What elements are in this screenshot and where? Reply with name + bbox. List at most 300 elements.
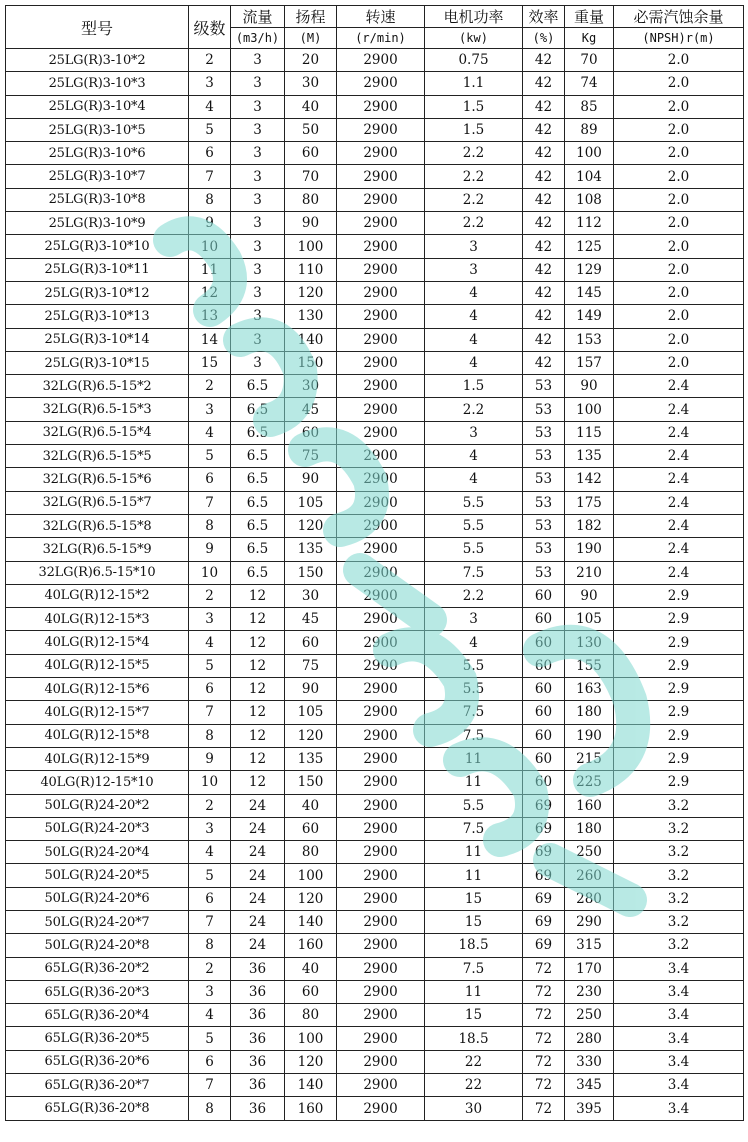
cell-stages: 4	[189, 841, 231, 864]
cell-npsh: 2.0	[614, 72, 744, 95]
cell-weight: 210	[565, 561, 614, 584]
cell-motor-power: 11	[425, 747, 523, 770]
cell-flow: 24	[231, 934, 285, 957]
cell-head: 140	[285, 328, 337, 351]
cell-model: 32LG(R)6.5-15*2	[6, 375, 189, 398]
cell-stages: 7	[189, 910, 231, 933]
cell-flow: 12	[231, 678, 285, 701]
cell-efficiency: 60	[523, 724, 565, 747]
header-stages: 级数	[189, 6, 231, 49]
cell-motor-power: 2.2	[425, 188, 523, 211]
header-row-labels	[6, 6, 744, 28]
cell-speed: 2900	[337, 817, 425, 840]
cell-weight: 90	[565, 584, 614, 607]
cell-model: 65LG(R)36-20*3	[6, 980, 189, 1003]
cell-model: 32LG(R)6.5-15*3	[6, 398, 189, 421]
header-head: 扬程	[285, 6, 337, 28]
cell-motor-power: 7.5	[425, 957, 523, 980]
cell-speed: 2900	[337, 258, 425, 281]
table-row	[6, 1027, 744, 1050]
cell-head: 60	[285, 421, 337, 444]
cell-head: 40	[285, 794, 337, 817]
table-row	[6, 631, 744, 654]
cell-npsh: 2.9	[614, 584, 744, 607]
cell-speed: 2900	[337, 468, 425, 491]
cell-stages: 11	[189, 258, 231, 281]
unit-npsh: (NPSH)r(m)	[614, 28, 744, 49]
cell-head: 120	[285, 281, 337, 304]
cell-efficiency: 42	[523, 258, 565, 281]
cell-motor-power: 15	[425, 887, 523, 910]
cell-npsh: 2.9	[614, 654, 744, 677]
cell-npsh: 2.4	[614, 514, 744, 537]
cell-efficiency: 69	[523, 794, 565, 817]
table-row	[6, 165, 744, 188]
cell-stages: 3	[189, 980, 231, 1003]
cell-efficiency: 69	[523, 817, 565, 840]
cell-speed: 2900	[337, 445, 425, 468]
cell-npsh: 2.0	[614, 49, 744, 72]
cell-weight: 215	[565, 747, 614, 770]
cell-weight: 149	[565, 305, 614, 328]
cell-head: 150	[285, 771, 337, 794]
cell-flow: 12	[231, 747, 285, 770]
unit-speed: (r/min)	[337, 28, 425, 49]
cell-weight: 180	[565, 701, 614, 724]
cell-model: 65LG(R)36-20*7	[6, 1074, 189, 1097]
cell-motor-power: 5.5	[425, 654, 523, 677]
cell-weight: 163	[565, 678, 614, 701]
cell-head: 90	[285, 212, 337, 235]
cell-npsh: 2.0	[614, 281, 744, 304]
cell-model: 40LG(R)12-15*8	[6, 724, 189, 747]
cell-stages: 8	[189, 934, 231, 957]
cell-speed: 2900	[337, 1004, 425, 1027]
cell-motor-power: 3	[425, 258, 523, 281]
table-row	[6, 864, 744, 887]
cell-stages: 6	[189, 468, 231, 491]
table-row	[6, 514, 744, 537]
cell-model: 32LG(R)6.5-15*7	[6, 491, 189, 514]
cell-npsh: 3.2	[614, 887, 744, 910]
cell-flow: 24	[231, 910, 285, 933]
cell-npsh: 2.0	[614, 212, 744, 235]
cell-speed: 2900	[337, 794, 425, 817]
cell-weight: 395	[565, 1097, 614, 1120]
cell-npsh: 2.9	[614, 747, 744, 770]
cell-stages: 2	[189, 375, 231, 398]
cell-head: 60	[285, 980, 337, 1003]
cell-head: 120	[285, 514, 337, 537]
cell-npsh: 2.0	[614, 188, 744, 211]
cell-motor-power: 1.5	[425, 375, 523, 398]
cell-stages: 8	[189, 724, 231, 747]
cell-stages: 5	[189, 864, 231, 887]
cell-stages: 3	[189, 817, 231, 840]
cell-head: 75	[285, 654, 337, 677]
cell-npsh: 2.0	[614, 95, 744, 118]
cell-motor-power: 5.5	[425, 538, 523, 561]
cell-head: 80	[285, 841, 337, 864]
cell-npsh: 3.4	[614, 1074, 744, 1097]
cell-motor-power: 3	[425, 235, 523, 258]
cell-speed: 2900	[337, 212, 425, 235]
cell-model: 65LG(R)36-20*4	[6, 1004, 189, 1027]
cell-weight: 190	[565, 724, 614, 747]
table-header	[6, 6, 744, 49]
cell-weight: 130	[565, 631, 614, 654]
cell-efficiency: 53	[523, 398, 565, 421]
cell-motor-power: 11	[425, 771, 523, 794]
table-row	[6, 1097, 744, 1120]
cell-model: 25LG(R)3-10*10	[6, 235, 189, 258]
cell-weight: 115	[565, 421, 614, 444]
cell-head: 45	[285, 398, 337, 421]
cell-stages: 4	[189, 1004, 231, 1027]
cell-flow: 12	[231, 701, 285, 724]
cell-head: 80	[285, 1004, 337, 1027]
cell-motor-power: 5.5	[425, 491, 523, 514]
cell-model: 25LG(R)3-10*15	[6, 351, 189, 374]
unit-flow: (m3/h)	[231, 28, 285, 49]
cell-head: 80	[285, 188, 337, 211]
table-row	[6, 328, 744, 351]
cell-stages: 2	[189, 957, 231, 980]
cell-head: 30	[285, 584, 337, 607]
unit-motor-power: (kw)	[425, 28, 523, 49]
cell-motor-power: 7.5	[425, 817, 523, 840]
cell-efficiency: 42	[523, 165, 565, 188]
cell-model: 25LG(R)3-10*13	[6, 305, 189, 328]
cell-head: 105	[285, 491, 337, 514]
cell-model: 40LG(R)12-15*7	[6, 701, 189, 724]
cell-flow: 3	[231, 351, 285, 374]
cell-speed: 2900	[337, 491, 425, 514]
cell-weight: 175	[565, 491, 614, 514]
cell-npsh: 3.2	[614, 817, 744, 840]
table-row	[6, 1004, 744, 1027]
table-row	[6, 724, 744, 747]
cell-motor-power: 7.5	[425, 561, 523, 584]
cell-weight: 260	[565, 864, 614, 887]
cell-npsh: 2.0	[614, 258, 744, 281]
cell-speed: 2900	[337, 887, 425, 910]
cell-stages: 8	[189, 188, 231, 211]
table-row	[6, 654, 744, 677]
cell-head: 150	[285, 351, 337, 374]
cell-speed: 2900	[337, 351, 425, 374]
cell-speed: 2900	[337, 654, 425, 677]
cell-head: 100	[285, 235, 337, 258]
pump-spec-table	[5, 5, 744, 1121]
cell-head: 40	[285, 95, 337, 118]
cell-motor-power: 18.5	[425, 934, 523, 957]
cell-efficiency: 69	[523, 864, 565, 887]
cell-flow: 6.5	[231, 491, 285, 514]
cell-flow: 12	[231, 654, 285, 677]
cell-weight: 112	[565, 212, 614, 235]
cell-speed: 2900	[337, 561, 425, 584]
table-row	[6, 980, 744, 1003]
cell-head: 50	[285, 118, 337, 141]
cell-efficiency: 69	[523, 887, 565, 910]
cell-model: 40LG(R)12-15*6	[6, 678, 189, 701]
cell-flow: 3	[231, 281, 285, 304]
table-row	[6, 747, 744, 770]
cell-model: 32LG(R)6.5-15*9	[6, 538, 189, 561]
cell-flow: 3	[231, 305, 285, 328]
cell-model: 25LG(R)3-10*3	[6, 72, 189, 95]
cell-flow: 3	[231, 212, 285, 235]
cell-stages: 5	[189, 654, 231, 677]
header-motor-power: 电机功率	[425, 6, 523, 28]
cell-stages: 7	[189, 491, 231, 514]
cell-stages: 7	[189, 165, 231, 188]
cell-flow: 6.5	[231, 398, 285, 421]
cell-model: 65LG(R)36-20*6	[6, 1050, 189, 1073]
spec-table-container	[5, 5, 743, 1121]
cell-efficiency: 53	[523, 538, 565, 561]
cell-head: 110	[285, 258, 337, 281]
cell-head: 120	[285, 887, 337, 910]
cell-stages: 2	[189, 794, 231, 817]
unit-efficiency: (%)	[523, 28, 565, 49]
cell-speed: 2900	[337, 1050, 425, 1073]
cell-head: 150	[285, 561, 337, 584]
cell-stages: 14	[189, 328, 231, 351]
cell-model: 32LG(R)6.5-15*6	[6, 468, 189, 491]
cell-npsh: 2.4	[614, 375, 744, 398]
cell-head: 105	[285, 701, 337, 724]
cell-model: 65LG(R)36-20*8	[6, 1097, 189, 1120]
cell-head: 135	[285, 538, 337, 561]
cell-motor-power: 7.5	[425, 701, 523, 724]
cell-stages: 4	[189, 631, 231, 654]
cell-flow: 3	[231, 49, 285, 72]
cell-efficiency: 53	[523, 514, 565, 537]
table-row	[6, 142, 744, 165]
cell-model: 50LG(R)24-20*3	[6, 817, 189, 840]
cell-efficiency: 42	[523, 118, 565, 141]
cell-motor-power: 3	[425, 421, 523, 444]
cell-speed: 2900	[337, 165, 425, 188]
cell-stages: 15	[189, 351, 231, 374]
cell-flow: 3	[231, 188, 285, 211]
cell-head: 60	[285, 142, 337, 165]
cell-head: 60	[285, 817, 337, 840]
cell-speed: 2900	[337, 49, 425, 72]
cell-weight: 70	[565, 49, 614, 72]
cell-efficiency: 60	[523, 654, 565, 677]
table-row	[6, 1074, 744, 1097]
cell-motor-power: 15	[425, 910, 523, 933]
cell-flow: 6.5	[231, 561, 285, 584]
header-weight: 重量	[565, 6, 614, 28]
cell-efficiency: 53	[523, 421, 565, 444]
cell-motor-power: 1.5	[425, 95, 523, 118]
cell-efficiency: 42	[523, 142, 565, 165]
cell-npsh: 3.2	[614, 910, 744, 933]
cell-weight: 125	[565, 235, 614, 258]
table-row	[6, 468, 744, 491]
cell-efficiency: 42	[523, 188, 565, 211]
cell-model: 50LG(R)24-20*8	[6, 934, 189, 957]
cell-model: 32LG(R)6.5-15*10	[6, 561, 189, 584]
table-row	[6, 678, 744, 701]
cell-model: 40LG(R)12-15*4	[6, 631, 189, 654]
cell-speed: 2900	[337, 421, 425, 444]
cell-npsh: 2.0	[614, 165, 744, 188]
cell-head: 70	[285, 165, 337, 188]
cell-head: 60	[285, 631, 337, 654]
cell-head: 75	[285, 445, 337, 468]
cell-model: 25LG(R)3-10*7	[6, 165, 189, 188]
table-row	[6, 794, 744, 817]
cell-weight: 315	[565, 934, 614, 957]
cell-motor-power: 15	[425, 1004, 523, 1027]
cell-motor-power: 18.5	[425, 1027, 523, 1050]
cell-flow: 6.5	[231, 421, 285, 444]
cell-model: 65LG(R)36-20*5	[6, 1027, 189, 1050]
cell-npsh: 3.4	[614, 1050, 744, 1073]
cell-weight: 135	[565, 445, 614, 468]
cell-weight: 330	[565, 1050, 614, 1073]
cell-motor-power: 22	[425, 1074, 523, 1097]
cell-npsh: 2.0	[614, 118, 744, 141]
cell-speed: 2900	[337, 72, 425, 95]
cell-efficiency: 69	[523, 910, 565, 933]
cell-stages: 3	[189, 608, 231, 631]
cell-npsh: 3.4	[614, 957, 744, 980]
cell-weight: 108	[565, 188, 614, 211]
cell-npsh: 2.4	[614, 421, 744, 444]
cell-speed: 2900	[337, 95, 425, 118]
cell-flow: 6.5	[231, 538, 285, 561]
cell-efficiency: 60	[523, 701, 565, 724]
cell-speed: 2900	[337, 1097, 425, 1120]
cell-motor-power: 11	[425, 841, 523, 864]
cell-model: 32LG(R)6.5-15*4	[6, 421, 189, 444]
cell-weight: 190	[565, 538, 614, 561]
cell-npsh: 3.4	[614, 1097, 744, 1120]
cell-flow: 12	[231, 771, 285, 794]
cell-head: 160	[285, 934, 337, 957]
cell-stages: 2	[189, 584, 231, 607]
cell-efficiency: 42	[523, 328, 565, 351]
cell-model: 25LG(R)3-10*6	[6, 142, 189, 165]
cell-flow: 3	[231, 258, 285, 281]
table-row	[6, 491, 744, 514]
cell-stages: 9	[189, 538, 231, 561]
cell-stages: 5	[189, 445, 231, 468]
cell-head: 140	[285, 1074, 337, 1097]
cell-head: 20	[285, 49, 337, 72]
cell-stages: 6	[189, 142, 231, 165]
cell-efficiency: 42	[523, 281, 565, 304]
table-row	[6, 608, 744, 631]
cell-efficiency: 42	[523, 305, 565, 328]
table-row	[6, 49, 744, 72]
cell-speed: 2900	[337, 375, 425, 398]
cell-npsh: 2.0	[614, 328, 744, 351]
cell-efficiency: 60	[523, 771, 565, 794]
cell-weight: 74	[565, 72, 614, 95]
cell-weight: 230	[565, 980, 614, 1003]
cell-flow: 12	[231, 724, 285, 747]
cell-flow: 36	[231, 1050, 285, 1073]
cell-stages: 10	[189, 771, 231, 794]
cell-weight: 145	[565, 281, 614, 304]
cell-efficiency: 72	[523, 1074, 565, 1097]
cell-speed: 2900	[337, 701, 425, 724]
cell-motor-power: 30	[425, 1097, 523, 1120]
cell-stages: 2	[189, 49, 231, 72]
table-row	[6, 235, 744, 258]
cell-weight: 280	[565, 1027, 614, 1050]
cell-speed: 2900	[337, 771, 425, 794]
cell-flow: 12	[231, 584, 285, 607]
cell-head: 120	[285, 1050, 337, 1073]
cell-motor-power: 1.1	[425, 72, 523, 95]
cell-npsh: 3.4	[614, 980, 744, 1003]
cell-efficiency: 42	[523, 95, 565, 118]
cell-stages: 7	[189, 701, 231, 724]
cell-weight: 290	[565, 910, 614, 933]
cell-speed: 2900	[337, 678, 425, 701]
cell-flow: 6.5	[231, 445, 285, 468]
cell-weight: 90	[565, 375, 614, 398]
cell-npsh: 2.9	[614, 701, 744, 724]
cell-npsh: 3.4	[614, 1027, 744, 1050]
table-row	[6, 375, 744, 398]
table-row	[6, 398, 744, 421]
cell-stages: 9	[189, 212, 231, 235]
cell-npsh: 3.2	[614, 864, 744, 887]
cell-model: 25LG(R)3-10*9	[6, 212, 189, 235]
cell-head: 90	[285, 468, 337, 491]
cell-flow: 3	[231, 95, 285, 118]
header-speed: 转速	[337, 6, 425, 28]
cell-speed: 2900	[337, 514, 425, 537]
cell-model: 40LG(R)12-15*3	[6, 608, 189, 631]
cell-motor-power: 4	[425, 468, 523, 491]
cell-head: 120	[285, 724, 337, 747]
cell-stages: 3	[189, 72, 231, 95]
cell-model: 25LG(R)3-10*2	[6, 49, 189, 72]
cell-flow: 3	[231, 235, 285, 258]
table-row	[6, 887, 744, 910]
cell-motor-power: 7.5	[425, 724, 523, 747]
cell-model: 50LG(R)24-20*6	[6, 887, 189, 910]
table-row	[6, 934, 744, 957]
table-row	[6, 561, 744, 584]
cell-model: 32LG(R)6.5-15*5	[6, 445, 189, 468]
header-efficiency: 效率	[523, 6, 565, 28]
cell-speed: 2900	[337, 724, 425, 747]
header-npsh: 必需汽蚀余量	[614, 6, 744, 28]
cell-flow: 12	[231, 608, 285, 631]
unit-head: (M)	[285, 28, 337, 49]
table-row	[6, 281, 744, 304]
cell-speed: 2900	[337, 281, 425, 304]
cell-efficiency: 60	[523, 747, 565, 770]
cell-speed: 2900	[337, 864, 425, 887]
cell-speed: 2900	[337, 980, 425, 1003]
cell-flow: 3	[231, 142, 285, 165]
cell-motor-power: 4	[425, 631, 523, 654]
cell-npsh: 2.9	[614, 724, 744, 747]
table-row	[6, 258, 744, 281]
